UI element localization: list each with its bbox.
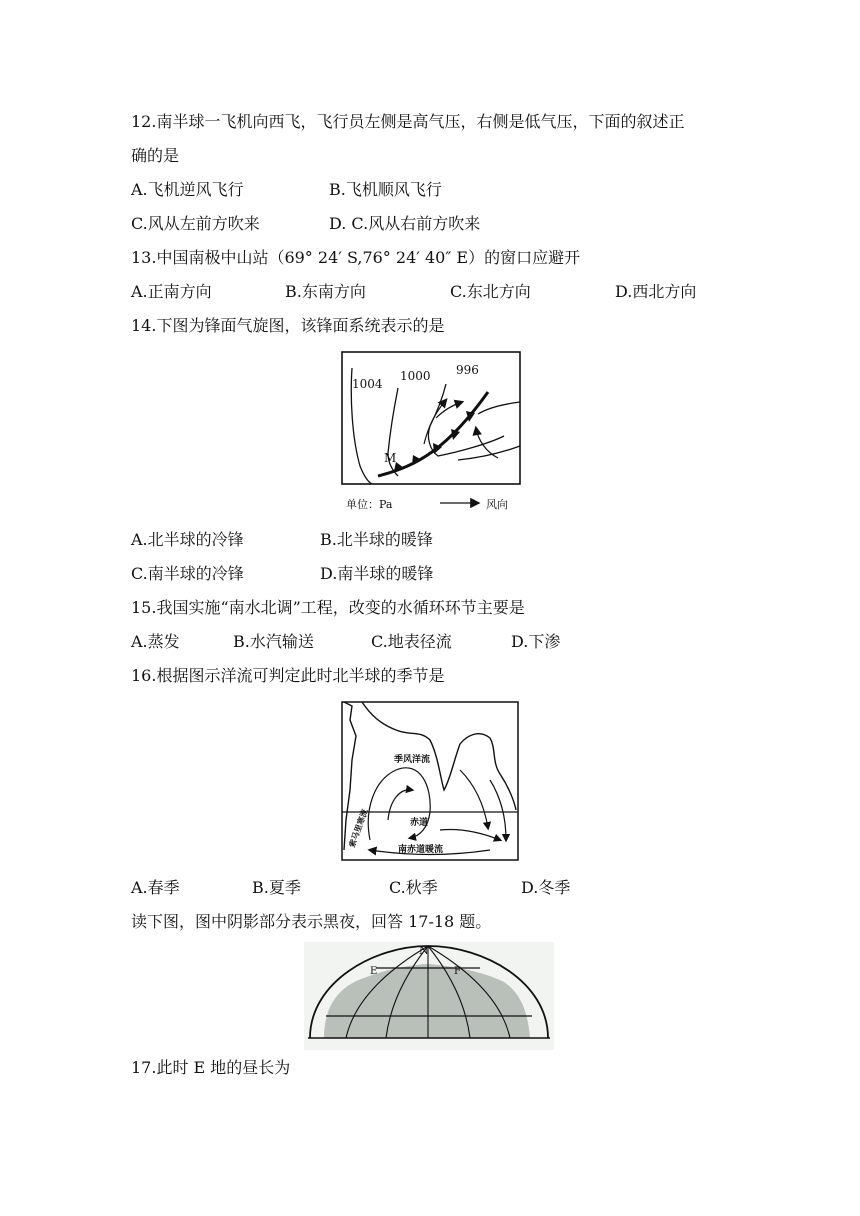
north-label: N [419,944,429,957]
counter-current-arrow [440,829,500,840]
q16-option-d: D.冬季 [521,878,571,897]
q14-option-c: C.南半球的冷锋 [131,564,244,583]
inner-current [388,790,412,820]
q12-option-b: B.飞机顺风飞行 [329,180,442,199]
wind-legend-label: 风向 [486,498,508,511]
south-equatorial-label: 南赤道暖流 [398,845,444,855]
q15-option-d: D.下渗 [511,632,561,651]
q12-option-c: C.风从左前方吹来 [131,214,260,233]
q13-option-c: C.东北方向 [450,282,531,301]
day-night-hemisphere-figure [304,942,554,1050]
q17-stem: 17.此时 E 地的昼长为 [131,1058,291,1077]
isobar-right-lower [458,446,520,460]
monsoon-gyre [368,768,430,840]
cyclone-frame [342,352,520,484]
q15-option-c: C.地表径流 [371,632,452,651]
east-current [460,770,488,828]
somali-current-label: 索马里寒流 [346,807,370,849]
q15-option-a: A.蒸发 [131,632,180,651]
q12-option-a: A.飞机逆风飞行 [131,180,244,199]
read-figure-prompt: 读下图，图中阴影部分表示黑夜，回答 17-18 题。 [131,912,492,931]
q13-option-d: D.西北方向 [615,282,697,301]
q16-option-a: A.春季 [131,878,180,897]
q12-stem-line2: 确的是 [131,146,180,165]
q15-option-b: B.水汽输送 [233,632,314,651]
q14-option-a: A.北半球的冷锋 [131,530,244,549]
wind-arrow-1 [424,400,446,444]
q16-option-b: B.夏季 [252,878,301,897]
q15-stem: 15.我国实施“南水北调”工程，改变的水循环环节主要是 [131,598,525,617]
q12-option-d: D. C.风从右前方吹来 [329,214,481,233]
isobar-right-upper [478,402,520,414]
unit-label: 单位：Pa [346,498,393,511]
q13-option-b: B.东南方向 [285,282,366,301]
q14-option-d: D.南半球的暖锋 [320,564,434,583]
isobar-996-label: 996 [456,363,479,377]
isobar-1000-label: 1000 [400,369,431,383]
q14-stem: 14.下图为锋面气旋图，该锋面系统表示的是 [131,316,445,335]
q13-stem: 13.中国南极中山站（69° 24′ S,76° 24′ 40″ E）的窗口应避开 [131,248,581,267]
arabia-india-coast [362,702,516,810]
monsoon-current-label: 季风洋流 [394,755,431,765]
frontal-cyclone-figure [338,348,528,520]
q16-stem: 16.根据图示洋流可判定此时北半球的季节是 [131,666,445,685]
q16-option-c: C.秋季 [389,878,438,897]
q14-option-b: B.北半球的暖锋 [320,530,433,549]
front-triangle-2 [412,455,422,465]
east-current-2 [490,780,506,840]
point-m-label: M [384,451,397,465]
q12-stem-line1: 12.南半球一飞机向西飞，飞行员左侧是高气压，右侧是低气压，下面的叙述正 [131,112,685,131]
point-f-label: F [454,966,461,977]
point-e-label: E [370,966,378,977]
isobar-1004-label: 1004 [352,377,383,391]
equator-label: 赤道 [410,818,429,828]
front-triangle-4 [451,429,460,440]
ocean-current-map [340,700,520,864]
q13-option-a: A.正南方向 [131,282,212,301]
